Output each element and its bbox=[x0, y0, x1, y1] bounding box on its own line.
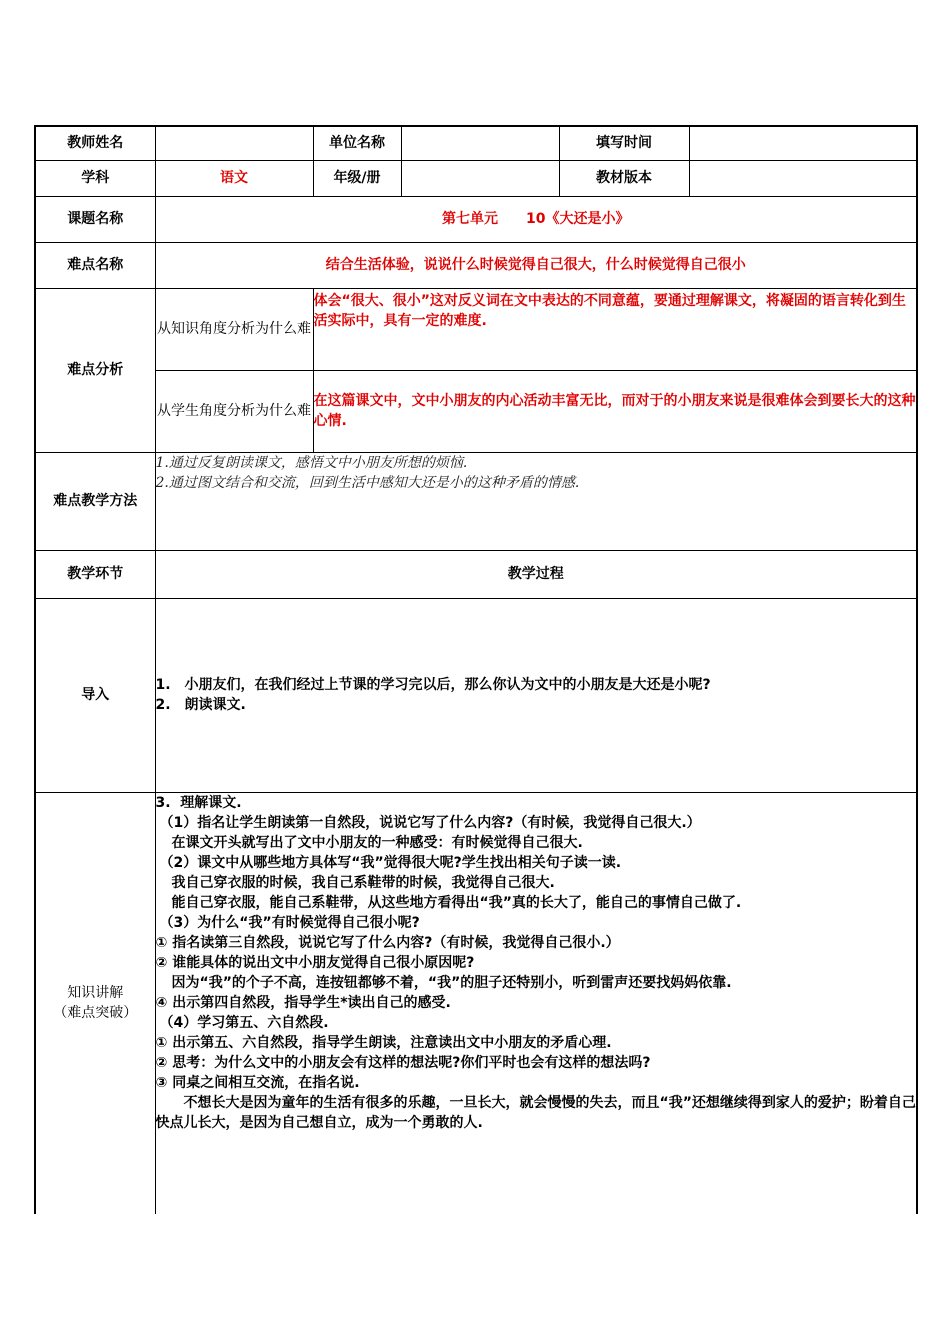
knowledge-line-5: 我自己穿衣服的时候，我自己系鞋带的时候，我觉得自己很大. bbox=[171, 874, 555, 891]
intro-line-2: 2. 朗读课文. bbox=[155, 697, 246, 713]
knowledge-row bbox=[35, 792, 917, 1214]
stage-header: 教学环节 bbox=[35, 550, 155, 598]
knowledge-label-line-2: （难点突破） bbox=[53, 1005, 138, 1022]
difficulty-row bbox=[35, 242, 917, 288]
knowledge-line-14: ② 思考：为什么文中的小朋友会有这样的想法呢?你们平时也会有这样的想法吗? bbox=[155, 1054, 651, 1071]
knowledge-line-12: （4）学习第五、六自然段. bbox=[159, 1014, 329, 1031]
difficulty-label: 难点名称 bbox=[35, 242, 155, 288]
lesson-plan-table bbox=[34, 125, 918, 1214]
knowledge-line-13: ① 出示第五、六自然段，指导学生朗读，注意读出文中小朋友的矛盾心理. bbox=[155, 1034, 612, 1051]
method-text[interactable] bbox=[155, 452, 917, 550]
intro-content[interactable] bbox=[155, 598, 917, 792]
student-angle-label: 从学生角度分析为什么难 bbox=[155, 370, 313, 452]
subject-value[interactable]: 语文 bbox=[155, 160, 313, 196]
method-line-2: 2.通过图文结合和交流，回到生活中感知大还是小的这种矛盾的情感. bbox=[155, 474, 580, 491]
textbook-value[interactable] bbox=[689, 160, 917, 196]
process-header: 教学过程 bbox=[155, 550, 917, 598]
student-angle-text[interactable]: 在这篇课文中，文中小朋友的内心活动丰富无比，而对于的小朋友来说是很难体会到要长大的这种心情. bbox=[313, 370, 917, 452]
knowledge-angle-text[interactable]: 体会“很大、很小”这对反义词在文中表达的不同意蕴，要通过理解课文，将凝固的语言转化到生活实际中，具有一定的难度. bbox=[313, 288, 917, 370]
teacher-label: 教师姓名 bbox=[35, 126, 155, 160]
method-line-1: 1.通过反复朗读课文，感悟文中小朋友所想的烦恼. bbox=[155, 454, 468, 471]
intro-row bbox=[35, 598, 917, 792]
topic-label: 课题名称 bbox=[35, 196, 155, 242]
subject-label: 学科 bbox=[35, 160, 155, 196]
difficulty-value[interactable]: 结合生活体验，说说什么时候觉得自己很大，什么时候觉得自己很小 bbox=[155, 242, 917, 288]
knowledge-line-7: （3）为什么“我”有时候觉得自己很小呢? bbox=[159, 914, 420, 931]
analysis-knowledge-row bbox=[35, 288, 917, 370]
intro-label: 导入 bbox=[35, 598, 155, 792]
knowledge-line-10: 因为“我”的个子不高，连按钮都够不着，“我”的胆子还特别小，听到雷声还要找妈妈依靠. bbox=[171, 974, 732, 991]
date-value[interactable] bbox=[689, 126, 917, 160]
knowledge-angle-label: 从知识角度分析为什么难 bbox=[155, 288, 313, 370]
unit-label: 单位名称 bbox=[313, 126, 401, 160]
topic-value[interactable]: 第七单元 10《大还是小》 bbox=[155, 196, 917, 242]
knowledge-line-15: ③ 同桌之间相互交流，在指名说. bbox=[155, 1074, 360, 1091]
method-row bbox=[35, 452, 917, 550]
analysis-label: 难点分析 bbox=[35, 288, 155, 452]
knowledge-label-line-1: 知识讲解 bbox=[67, 985, 124, 1002]
knowledge-line-2: （1）指名让学生朗读第一自然段，说说它写了什么内容?（有时候，我觉得自己很大.） bbox=[159, 814, 701, 831]
unit-value[interactable] bbox=[401, 126, 559, 160]
grade-label: 年级/册 bbox=[313, 160, 401, 196]
knowledge-line-1: 3. 理解课文. bbox=[155, 794, 242, 811]
grade-value[interactable] bbox=[401, 160, 559, 196]
process-header-row bbox=[35, 550, 917, 598]
header-row-1 bbox=[35, 126, 917, 160]
knowledge-label bbox=[35, 792, 155, 1214]
method-label: 难点教学方法 bbox=[35, 452, 155, 550]
date-label: 填写时间 bbox=[559, 126, 689, 160]
knowledge-line-4: （2）课文中从哪些地方具体写“我”觉得很大呢?学生找出相关句子读一读. bbox=[159, 854, 622, 871]
knowledge-line-11: ④ 出示第四自然段，指导学生*读出自己的感受. bbox=[155, 994, 451, 1011]
knowledge-line-8: ① 指名读第三自然段，说说它写了什么内容?（有时候，我觉得自己很小.） bbox=[155, 934, 620, 951]
analysis-student-row bbox=[35, 370, 917, 452]
teacher-value[interactable] bbox=[155, 126, 313, 160]
topic-row bbox=[35, 196, 917, 242]
textbook-label: 教材版本 bbox=[559, 160, 689, 196]
intro-line-1: 1. 小朋友们，在我们经过上节课的学习完以后，那么你认为文中的小朋友是大还是小呢? bbox=[155, 677, 711, 693]
knowledge-line-16: 不想长大是因为童年的生活有很多的乐趣，一旦长大，就会慢慢的失去，而且“我”还想继续得到家人的爱护；盼着自己快点儿长大，是因为自己想自立，成为一个勇敢的人. bbox=[155, 1094, 916, 1131]
knowledge-content[interactable] bbox=[155, 792, 917, 1214]
knowledge-line-6: 能自己穿衣服，能自己系鞋带，从这些地方看得出“我”真的长大了，能自己的事情自己做了. bbox=[171, 894, 742, 911]
lesson-plan-page bbox=[34, 125, 916, 1214]
knowledge-line-3: 在课文开头就写出了文中小朋友的一种感受：有时候觉得自己很大. bbox=[171, 834, 583, 851]
knowledge-line-9: ② 谁能具体的说出文中小朋友觉得自己很小原因呢? bbox=[155, 954, 475, 971]
header-row-2 bbox=[35, 160, 917, 196]
